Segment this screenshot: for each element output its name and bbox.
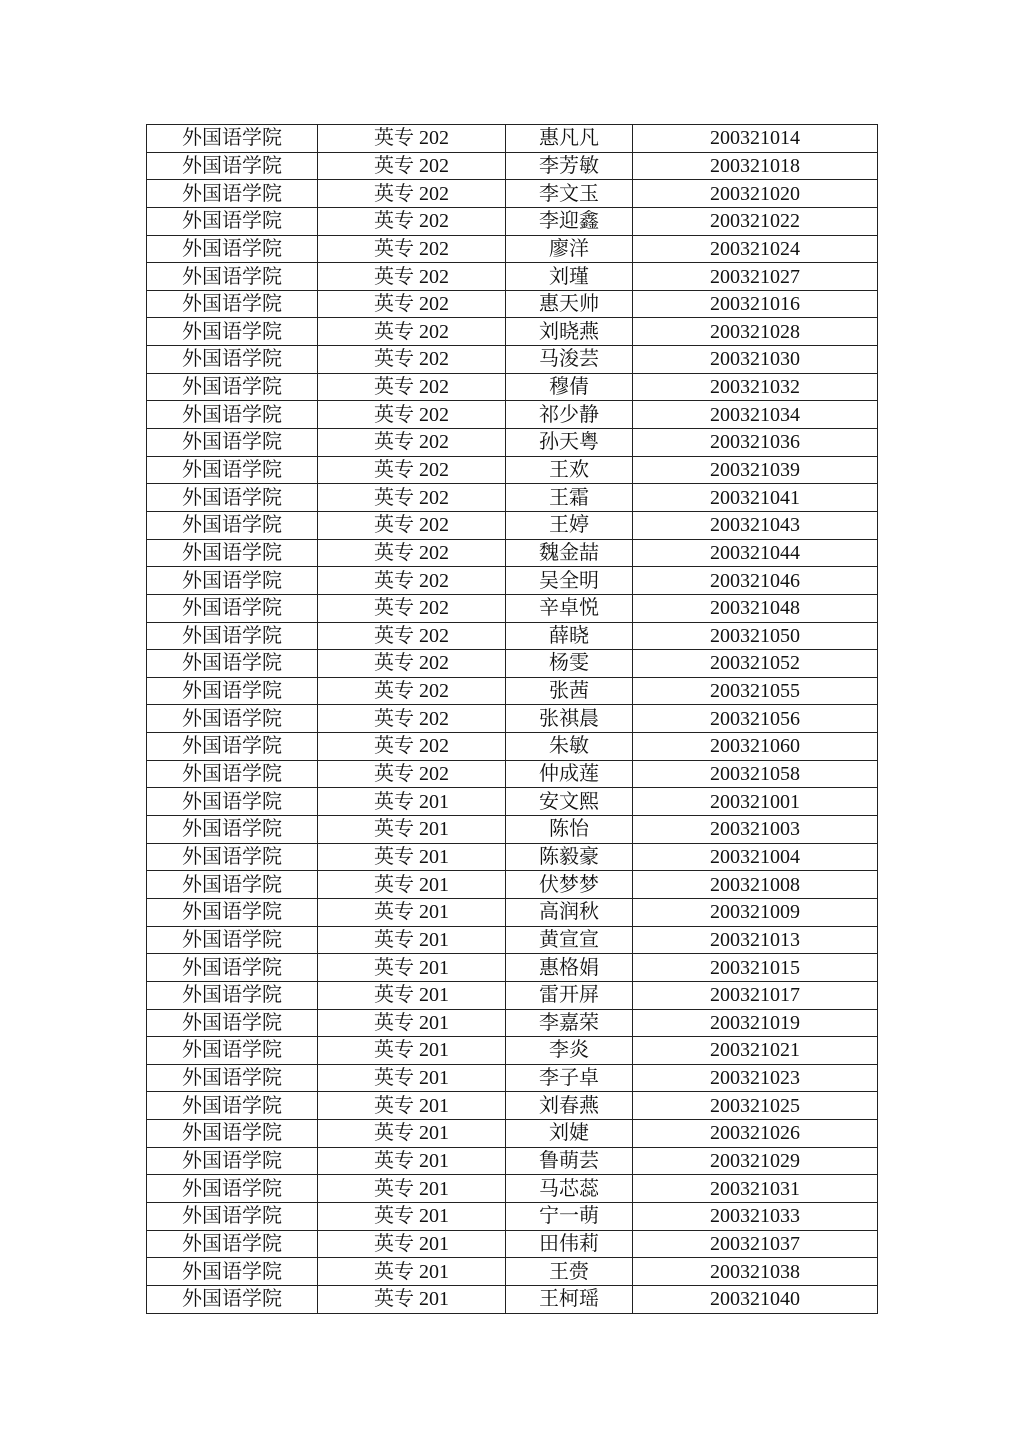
college-cell: 外国语学院 bbox=[147, 1202, 318, 1230]
student-id-cell: 200321013 bbox=[633, 926, 878, 954]
student-id-cell: 200321058 bbox=[633, 760, 878, 788]
college-cell: 外国语学院 bbox=[147, 346, 318, 374]
class-cell: 英专 202 bbox=[318, 235, 506, 263]
student-name-cell: 孙天粤 bbox=[506, 429, 633, 457]
class-cell: 英专 202 bbox=[318, 125, 506, 153]
class-cell: 英专 202 bbox=[318, 622, 506, 650]
class-cell: 英专 202 bbox=[318, 705, 506, 733]
college-cell: 外国语学院 bbox=[147, 1175, 318, 1203]
table-row bbox=[147, 1064, 878, 1092]
table-row bbox=[147, 1175, 878, 1203]
class-cell: 英专 202 bbox=[318, 207, 506, 235]
student-name-cell: 陈怡 bbox=[506, 816, 633, 844]
student-name-cell: 刘婕 bbox=[506, 1120, 633, 1148]
student-name-cell: 朱敏 bbox=[506, 733, 633, 761]
student-id-cell: 200321034 bbox=[633, 401, 878, 429]
class-cell: 英专 202 bbox=[318, 263, 506, 291]
student-id-cell: 200321041 bbox=[633, 484, 878, 512]
class-cell: 英专 201 bbox=[318, 1092, 506, 1120]
student-name-cell: 王欢 bbox=[506, 456, 633, 484]
class-cell: 英专 202 bbox=[318, 567, 506, 595]
student-name-cell: 李嘉荣 bbox=[506, 1009, 633, 1037]
student-name-cell: 伏梦梦 bbox=[506, 871, 633, 899]
class-cell: 英专 202 bbox=[318, 346, 506, 374]
student-name-cell: 穆倩 bbox=[506, 373, 633, 401]
student-id-cell: 200321029 bbox=[633, 1147, 878, 1175]
table-row bbox=[147, 1037, 878, 1065]
student-id-cell: 200321039 bbox=[633, 456, 878, 484]
class-cell: 英专 202 bbox=[318, 456, 506, 484]
table-row bbox=[147, 373, 878, 401]
college-cell: 外国语学院 bbox=[147, 871, 318, 899]
student-name-cell: 宁一萌 bbox=[506, 1202, 633, 1230]
college-cell: 外国语学院 bbox=[147, 650, 318, 678]
table-row bbox=[147, 318, 878, 346]
class-cell: 英专 202 bbox=[318, 401, 506, 429]
student-id-cell: 200321044 bbox=[633, 539, 878, 567]
table-row bbox=[147, 622, 878, 650]
class-cell: 英专 201 bbox=[318, 1009, 506, 1037]
college-cell: 外国语学院 bbox=[147, 843, 318, 871]
student-name-cell: 王柯瑶 bbox=[506, 1285, 633, 1313]
student-name-cell: 刘晓燕 bbox=[506, 318, 633, 346]
class-cell: 英专 201 bbox=[318, 871, 506, 899]
student-name-cell: 王婷 bbox=[506, 511, 633, 539]
college-cell: 外国语学院 bbox=[147, 290, 318, 318]
student-name-cell: 薛晓 bbox=[506, 622, 633, 650]
student-name-cell: 李炎 bbox=[506, 1037, 633, 1065]
college-cell: 外国语学院 bbox=[147, 816, 318, 844]
table-row bbox=[147, 871, 878, 899]
table-row bbox=[147, 954, 878, 982]
class-cell: 英专 202 bbox=[318, 152, 506, 180]
class-cell: 英专 202 bbox=[318, 760, 506, 788]
class-cell: 英专 201 bbox=[318, 1258, 506, 1286]
table-row bbox=[147, 981, 878, 1009]
student-id-cell: 200321048 bbox=[633, 594, 878, 622]
table-row bbox=[147, 401, 878, 429]
student-name-cell: 刘春燕 bbox=[506, 1092, 633, 1120]
student-id-cell: 200321036 bbox=[633, 429, 878, 457]
student-id-cell: 200321015 bbox=[633, 954, 878, 982]
student-name-cell: 陈毅豪 bbox=[506, 843, 633, 871]
class-cell: 英专 202 bbox=[318, 180, 506, 208]
college-cell: 外国语学院 bbox=[147, 677, 318, 705]
roster-table-body bbox=[147, 125, 878, 1314]
table-row bbox=[147, 1147, 878, 1175]
college-cell: 外国语学院 bbox=[147, 1120, 318, 1148]
student-id-cell: 200321043 bbox=[633, 511, 878, 539]
class-cell: 英专 202 bbox=[318, 594, 506, 622]
student-name-cell: 李文玉 bbox=[506, 180, 633, 208]
student-name-cell: 黄宣宣 bbox=[506, 926, 633, 954]
student-name-cell: 雷开屏 bbox=[506, 981, 633, 1009]
student-name-cell: 张茜 bbox=[506, 677, 633, 705]
class-cell: 英专 201 bbox=[318, 1285, 506, 1313]
class-cell: 英专 202 bbox=[318, 484, 506, 512]
table-row bbox=[147, 650, 878, 678]
class-cell: 英专 201 bbox=[318, 1147, 506, 1175]
college-cell: 外国语学院 bbox=[147, 1064, 318, 1092]
table-row bbox=[147, 677, 878, 705]
table-row bbox=[147, 125, 878, 153]
student-id-cell: 200321008 bbox=[633, 871, 878, 899]
college-cell: 外国语学院 bbox=[147, 207, 318, 235]
college-cell: 外国语学院 bbox=[147, 125, 318, 153]
college-cell: 外国语学院 bbox=[147, 954, 318, 982]
college-cell: 外国语学院 bbox=[147, 1147, 318, 1175]
class-cell: 英专 202 bbox=[318, 429, 506, 457]
student-id-cell: 200321056 bbox=[633, 705, 878, 733]
college-cell: 外国语学院 bbox=[147, 318, 318, 346]
college-cell: 外国语学院 bbox=[147, 981, 318, 1009]
class-cell: 英专 201 bbox=[318, 898, 506, 926]
table-row bbox=[147, 511, 878, 539]
table-row bbox=[147, 843, 878, 871]
student-id-cell: 200321026 bbox=[633, 1120, 878, 1148]
college-cell: 外国语学院 bbox=[147, 401, 318, 429]
college-cell: 外国语学院 bbox=[147, 594, 318, 622]
college-cell: 外国语学院 bbox=[147, 373, 318, 401]
college-cell: 外国语学院 bbox=[147, 180, 318, 208]
student-id-cell: 200321020 bbox=[633, 180, 878, 208]
college-cell: 外国语学院 bbox=[147, 760, 318, 788]
table-row bbox=[147, 1009, 878, 1037]
student-name-cell: 刘瑾 bbox=[506, 263, 633, 291]
student-name-cell: 鲁萌芸 bbox=[506, 1147, 633, 1175]
college-cell: 外国语学院 bbox=[147, 1285, 318, 1313]
college-cell: 外国语学院 bbox=[147, 152, 318, 180]
student-name-cell: 高润秋 bbox=[506, 898, 633, 926]
college-cell: 外国语学院 bbox=[147, 511, 318, 539]
student-name-cell: 王霜 bbox=[506, 484, 633, 512]
college-cell: 外国语学院 bbox=[147, 622, 318, 650]
student-name-cell: 李迎鑫 bbox=[506, 207, 633, 235]
table-row bbox=[147, 1258, 878, 1286]
student-name-cell: 惠天帅 bbox=[506, 290, 633, 318]
class-cell: 英专 202 bbox=[318, 373, 506, 401]
table-row bbox=[147, 290, 878, 318]
college-cell: 外国语学院 bbox=[147, 926, 318, 954]
class-cell: 英专 202 bbox=[318, 677, 506, 705]
table-row bbox=[147, 898, 878, 926]
student-name-cell: 惠格娟 bbox=[506, 954, 633, 982]
student-id-cell: 200321032 bbox=[633, 373, 878, 401]
student-id-cell: 200321021 bbox=[633, 1037, 878, 1065]
student-id-cell: 200321009 bbox=[633, 898, 878, 926]
student-name-cell: 王赍 bbox=[506, 1258, 633, 1286]
table-row bbox=[147, 1230, 878, 1258]
student-name-cell: 安文熙 bbox=[506, 788, 633, 816]
student-name-cell: 惠凡凡 bbox=[506, 125, 633, 153]
class-cell: 英专 201 bbox=[318, 981, 506, 1009]
college-cell: 外国语学院 bbox=[147, 567, 318, 595]
table-row bbox=[147, 1092, 878, 1120]
student-name-cell: 李子卓 bbox=[506, 1064, 633, 1092]
class-cell: 英专 202 bbox=[318, 290, 506, 318]
student-id-cell: 200321050 bbox=[633, 622, 878, 650]
student-id-cell: 200321027 bbox=[633, 263, 878, 291]
class-cell: 英专 201 bbox=[318, 1175, 506, 1203]
student-id-cell: 200321003 bbox=[633, 816, 878, 844]
student-name-cell: 李芳敏 bbox=[506, 152, 633, 180]
student-id-cell: 200321014 bbox=[633, 125, 878, 153]
college-cell: 外国语学院 bbox=[147, 733, 318, 761]
student-name-cell: 马浚芸 bbox=[506, 346, 633, 374]
class-cell: 英专 201 bbox=[318, 843, 506, 871]
student-id-cell: 200321046 bbox=[633, 567, 878, 595]
student-id-cell: 200321031 bbox=[633, 1175, 878, 1203]
class-cell: 英专 201 bbox=[318, 954, 506, 982]
student-id-cell: 200321040 bbox=[633, 1285, 878, 1313]
student-id-cell: 200321024 bbox=[633, 235, 878, 263]
student-id-cell: 200321060 bbox=[633, 733, 878, 761]
student-name-cell: 吴全明 bbox=[506, 567, 633, 595]
college-cell: 外国语学院 bbox=[147, 456, 318, 484]
student-name-cell: 祁少静 bbox=[506, 401, 633, 429]
table-row bbox=[147, 346, 878, 374]
student-name-cell: 杨雯 bbox=[506, 650, 633, 678]
class-cell: 英专 202 bbox=[318, 539, 506, 567]
student-id-cell: 200321004 bbox=[633, 843, 878, 871]
college-cell: 外国语学院 bbox=[147, 429, 318, 457]
college-cell: 外国语学院 bbox=[147, 539, 318, 567]
student-id-cell: 200321018 bbox=[633, 152, 878, 180]
student-id-cell: 200321001 bbox=[633, 788, 878, 816]
college-cell: 外国语学院 bbox=[147, 484, 318, 512]
class-cell: 英专 202 bbox=[318, 650, 506, 678]
student-id-cell: 200321025 bbox=[633, 1092, 878, 1120]
student-id-cell: 200321030 bbox=[633, 346, 878, 374]
class-cell: 英专 201 bbox=[318, 1037, 506, 1065]
table-row bbox=[147, 926, 878, 954]
student-id-cell: 200321038 bbox=[633, 1258, 878, 1286]
table-row bbox=[147, 180, 878, 208]
student-name-cell: 田伟莉 bbox=[506, 1230, 633, 1258]
class-cell: 英专 201 bbox=[318, 788, 506, 816]
student-name-cell: 辛卓悦 bbox=[506, 594, 633, 622]
table-row bbox=[147, 456, 878, 484]
college-cell: 外国语学院 bbox=[147, 1230, 318, 1258]
student-name-cell: 张祺晨 bbox=[506, 705, 633, 733]
class-cell: 英专 202 bbox=[318, 511, 506, 539]
table-row bbox=[147, 484, 878, 512]
table-row bbox=[147, 788, 878, 816]
class-cell: 英专 201 bbox=[318, 1230, 506, 1258]
student-id-cell: 200321055 bbox=[633, 677, 878, 705]
college-cell: 外国语学院 bbox=[147, 788, 318, 816]
student-id-cell: 200321033 bbox=[633, 1202, 878, 1230]
table-row bbox=[147, 235, 878, 263]
college-cell: 外国语学院 bbox=[147, 235, 318, 263]
student-roster-table bbox=[146, 124, 878, 1314]
student-id-cell: 200321016 bbox=[633, 290, 878, 318]
college-cell: 外国语学院 bbox=[147, 898, 318, 926]
table-row bbox=[147, 429, 878, 457]
table-row bbox=[147, 816, 878, 844]
table-row bbox=[147, 1120, 878, 1148]
student-id-cell: 200321023 bbox=[633, 1064, 878, 1092]
class-cell: 英专 201 bbox=[318, 1064, 506, 1092]
student-name-cell: 廖洋 bbox=[506, 235, 633, 263]
table-row bbox=[147, 263, 878, 291]
class-cell: 英专 202 bbox=[318, 318, 506, 346]
table-row bbox=[147, 705, 878, 733]
student-id-cell: 200321019 bbox=[633, 1009, 878, 1037]
table-row bbox=[147, 567, 878, 595]
table-row bbox=[147, 733, 878, 761]
student-id-cell: 200321037 bbox=[633, 1230, 878, 1258]
table-row bbox=[147, 594, 878, 622]
class-cell: 英专 201 bbox=[318, 1120, 506, 1148]
student-name-cell: 魏金喆 bbox=[506, 539, 633, 567]
student-id-cell: 200321028 bbox=[633, 318, 878, 346]
student-name-cell: 马芯蕊 bbox=[506, 1175, 633, 1203]
table-row bbox=[147, 1202, 878, 1230]
college-cell: 外国语学院 bbox=[147, 1009, 318, 1037]
student-id-cell: 200321052 bbox=[633, 650, 878, 678]
student-id-cell: 200321017 bbox=[633, 981, 878, 1009]
table-row bbox=[147, 152, 878, 180]
student-name-cell: 仲成莲 bbox=[506, 760, 633, 788]
table-row bbox=[147, 207, 878, 235]
class-cell: 英专 201 bbox=[318, 926, 506, 954]
college-cell: 外国语学院 bbox=[147, 1092, 318, 1120]
student-id-cell: 200321022 bbox=[633, 207, 878, 235]
college-cell: 外国语学院 bbox=[147, 705, 318, 733]
table-row bbox=[147, 760, 878, 788]
class-cell: 英专 201 bbox=[318, 1202, 506, 1230]
class-cell: 英专 201 bbox=[318, 816, 506, 844]
college-cell: 外国语学院 bbox=[147, 263, 318, 291]
college-cell: 外国语学院 bbox=[147, 1037, 318, 1065]
class-cell: 英专 202 bbox=[318, 733, 506, 761]
table-row bbox=[147, 539, 878, 567]
college-cell: 外国语学院 bbox=[147, 1258, 318, 1286]
table-row bbox=[147, 1285, 878, 1313]
